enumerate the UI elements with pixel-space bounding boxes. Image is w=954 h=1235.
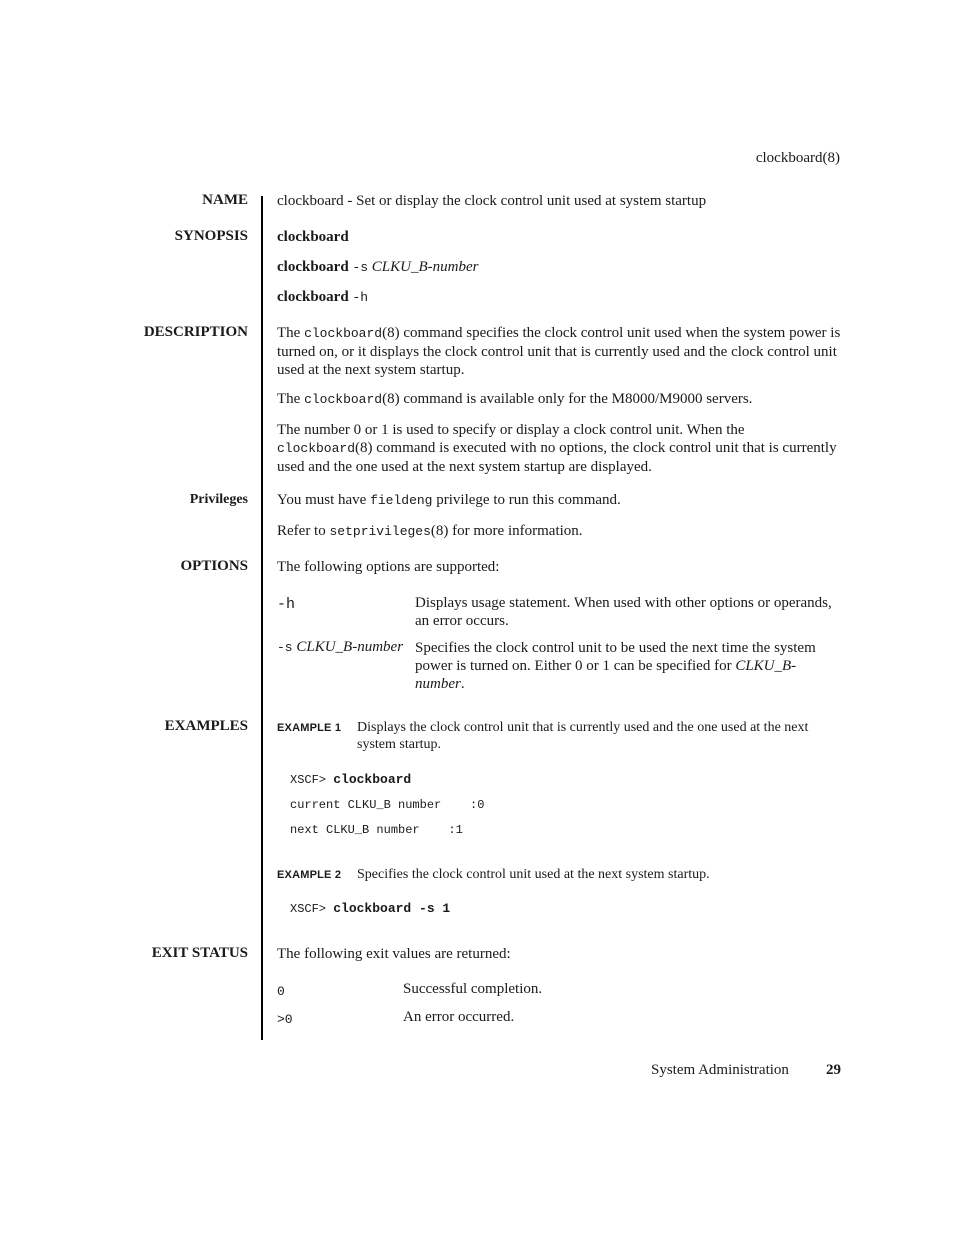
text: (8) command is available only for the M8000/M9000 servers. — [382, 391, 753, 407]
synopsis-command: clockboard — [277, 229, 349, 245]
page-number: 29 — [826, 1062, 841, 1078]
text: (8) command specifies the clock control unit used when the system power is turned on, or it displays the clock control unit that is currently used and the clock control unit used at the next system startup. — [277, 325, 841, 378]
example-2-description: Specifies the clock control unit used at the next system startup. — [357, 867, 710, 882]
command-name: clockboard — [304, 392, 383, 407]
example-1-output-line-2: next CLKU_B number :1 — [290, 823, 463, 837]
description-paragraph-1 — [277, 324, 842, 379]
synopsis-argument: CLKU_B-number — [371, 259, 479, 275]
section-divider-line — [261, 196, 263, 1040]
command-input: clockboard — [333, 772, 412, 787]
example-1-output-line-1: current CLKU_B number :0 — [290, 798, 485, 812]
text: . — [460, 676, 465, 692]
text: You must have — [277, 492, 371, 508]
command-name: clockboard — [277, 441, 356, 456]
text: The number 0 or 1 is used to specify or display a clock control unit. When the — [277, 422, 745, 438]
example-2-command-line — [290, 901, 450, 916]
synopsis-line-1 — [277, 228, 842, 246]
text: (8) command is executed with no options, the clock control unit that is currently used and the one used at the next system startup are displayed. — [277, 440, 837, 475]
text: The — [277, 391, 305, 407]
option-argument: CLKU_B-number — [296, 639, 404, 655]
command-input: clockboard -s 1 — [333, 901, 451, 916]
privileges-paragraph-2 — [277, 522, 842, 541]
text: (8) for more information. — [430, 523, 583, 539]
synopsis-option: -s — [352, 260, 369, 275]
text: Specifies the clock control unit to be used the next time the system power is turned on. Either 0 or 1 can be specified for — [415, 640, 816, 674]
synopsis-line-3 — [277, 288, 842, 307]
heading-name: NAME — [202, 192, 248, 208]
heading-exit-status: EXIT STATUS — [151, 945, 248, 961]
text: Refer to — [277, 523, 330, 539]
running-header: clockboard(8) — [755, 150, 840, 166]
exit-status-intro: The following exit values are returned: — [277, 946, 511, 962]
command-name: clockboard — [304, 326, 383, 341]
prompt: XSCF> — [290, 773, 334, 787]
synopsis-command: clockboard — [277, 259, 349, 275]
exit-desc-0: Successful completion. — [403, 981, 543, 997]
heading-description: DESCRIPTION — [143, 324, 248, 340]
privilege-name: fieldeng — [370, 493, 433, 508]
option-desc-s — [415, 639, 840, 693]
text: privilege to run this command. — [432, 492, 621, 508]
synopsis-option: -h — [352, 290, 369, 305]
option-desc-h: Displays usage statement. When used with other options or operands, an error occurs. — [415, 595, 832, 629]
command-name: setprivileges — [329, 524, 431, 539]
option-flag: -s — [277, 640, 293, 655]
heading-privileges: Privileges — [189, 492, 248, 507]
footer-section-title: System Administration — [651, 1062, 789, 1078]
option-term-h: -h — [277, 596, 296, 613]
text: The — [277, 325, 305, 341]
exit-value-0: 0 — [277, 984, 285, 999]
name-text: clockboard - Set or display the clock control unit used at system startup — [277, 193, 707, 209]
heading-options: OPTIONS — [180, 558, 248, 574]
example-1-command-line — [290, 772, 411, 787]
synopsis-line-2 — [277, 258, 842, 277]
option-argument: CLKU_B-number — [415, 658, 797, 692]
example-1-label: EXAMPLE 1 — [277, 722, 342, 734]
description-paragraph-2 — [277, 390, 842, 409]
option-term-s — [277, 639, 403, 656]
synopsis-command: clockboard — [277, 289, 349, 305]
options-intro: The following options are supported: — [277, 559, 500, 575]
example-1-description: Displays the clock control unit that is currently used and the one used at the next system startup. — [357, 720, 809, 752]
exit-value-gt0: >0 — [277, 1012, 293, 1027]
description-paragraph-3 — [277, 421, 842, 476]
heading-synopsis: SYNOPSIS — [174, 228, 248, 244]
prompt: XSCF> — [290, 902, 334, 916]
exit-desc-gt0: An error occurred. — [403, 1009, 515, 1025]
heading-examples: EXAMPLES — [164, 718, 248, 734]
privileges-paragraph-1 — [277, 491, 842, 510]
example-2-label: EXAMPLE 2 — [277, 869, 342, 881]
